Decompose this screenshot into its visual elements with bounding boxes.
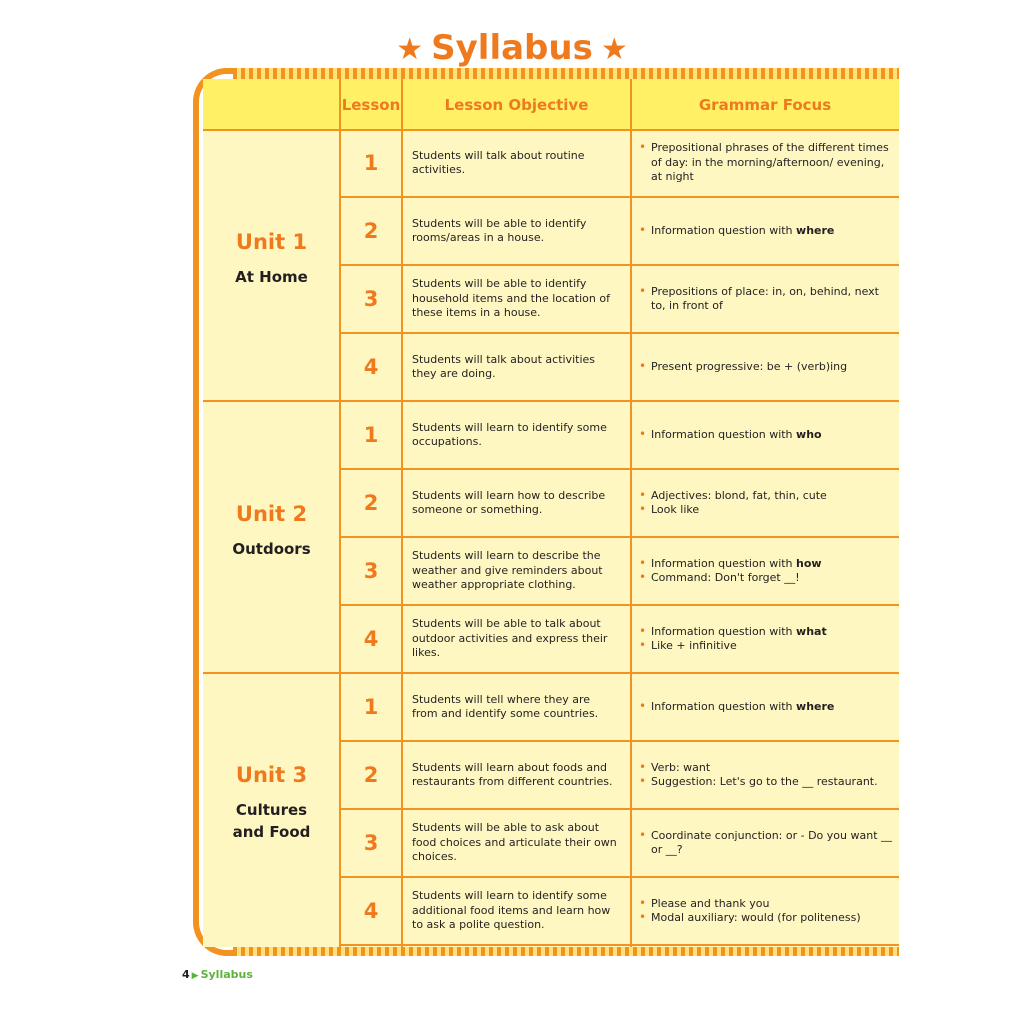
unit-title: Unit 2	[235, 502, 308, 526]
row-divider	[340, 876, 899, 878]
lesson-number: 1	[363, 423, 379, 447]
lesson-objective: Students will learn to describe the weather and give reminders about weather appropriate clothing.	[412, 549, 603, 591]
page-title-text: Syllabus	[431, 28, 593, 68]
unit-label	[203, 230, 340, 288]
grammar-item: • Look like	[639, 503, 897, 518]
lesson-objective: Students will learn to identify some occupations.	[412, 420, 607, 448]
page-footer	[182, 968, 253, 981]
grammar-item: • Information question with where	[639, 700, 897, 715]
page-title	[0, 28, 1024, 68]
grammar-keyword: what	[796, 624, 827, 638]
grammar-focus	[639, 625, 897, 654]
star-icon: ★	[396, 32, 424, 67]
row-divider	[340, 536, 899, 538]
grammar-keyword: where	[796, 223, 835, 237]
lesson-objective: Students will be able to ask about food choices and articulate their own choices.	[412, 821, 617, 863]
row-divider	[340, 944, 899, 946]
lesson-number: 4	[363, 627, 379, 651]
lesson-objective: Students will be able to identify rooms/areas in a house.	[412, 216, 587, 244]
lesson-objective: Students will be able to talk about outdoor activities and express their likes.	[412, 617, 608, 659]
header-grammar: Grammar Focus	[698, 96, 832, 114]
row-divider	[340, 196, 899, 198]
grammar-list	[639, 489, 897, 518]
footer-label: Syllabus	[200, 968, 253, 981]
lesson-number: 1	[363, 695, 379, 719]
grammar-focus	[639, 141, 897, 185]
lesson-number: 3	[363, 287, 379, 311]
lesson-number: 2	[363, 491, 379, 515]
grammar-keyword: where	[796, 699, 835, 713]
grammar-focus	[639, 489, 897, 518]
grammar-list	[639, 700, 897, 715]
grammar-item: • Prepositions of place: in, on, behind, next to, in front of	[639, 285, 897, 314]
grammar-list	[639, 761, 897, 790]
grammar-list	[639, 428, 897, 443]
grammar-list	[639, 897, 897, 926]
grammar-item: • Information question with what	[639, 625, 897, 640]
row-divider	[340, 740, 899, 742]
grammar-focus	[639, 897, 897, 926]
grammar-focus	[639, 224, 897, 239]
lesson-objective: Students will learn how to describe someone or something.	[412, 488, 606, 516]
row-divider	[340, 400, 899, 402]
grammar-list	[639, 829, 897, 858]
star-icon: ★	[600, 32, 628, 67]
row-divider	[340, 332, 899, 334]
lesson-number: 4	[363, 355, 379, 379]
header-lesson: Lesson	[341, 96, 401, 114]
grammar-list	[639, 557, 897, 586]
grammar-list	[639, 141, 897, 185]
unit-subtitle: Cultures and Food	[232, 801, 311, 841]
unit-divider	[203, 400, 340, 402]
grammar-focus	[639, 829, 897, 858]
grammar-focus	[639, 557, 897, 586]
grammar-list	[639, 625, 897, 654]
lesson-number: 1	[363, 151, 379, 175]
grammar-keyword: how	[796, 556, 822, 570]
lesson-objective: Students will learn to identify some additional food items and learn how to ask a polite question.	[412, 889, 611, 931]
unit-label	[203, 502, 340, 560]
lesson-objective: Students will talk about routine activities.	[412, 148, 585, 176]
grammar-item: • Coordinate conjunction: or - Do you want __ or __?	[639, 829, 897, 858]
grammar-item: • Present progressive: be + (verb)ing	[639, 360, 897, 375]
grammar-item: • Modal auxiliary: would (for politeness)	[639, 911, 897, 926]
unit-title: Unit 3	[235, 763, 308, 787]
grammar-item: • Information question with who	[639, 428, 897, 443]
grammar-item: • Prepositional phrases of the different times of day: in the morning/afternoon/ evening, at night	[639, 141, 897, 185]
syllabus-table	[203, 79, 899, 947]
lesson-number: 3	[363, 831, 379, 855]
grammar-item: • Verb: want	[639, 761, 897, 776]
grammar-focus	[639, 285, 897, 314]
unit-divider	[203, 672, 340, 674]
lesson-objective: Students will tell where they are from and identify some countries.	[412, 692, 599, 720]
lesson-objective: Students will be able to identify household items and the location of these items in a house.	[412, 277, 610, 319]
lesson-number: 3	[363, 559, 379, 583]
grammar-list	[639, 360, 897, 375]
grammar-focus	[639, 761, 897, 790]
grammar-list	[639, 285, 897, 314]
row-divider	[340, 808, 899, 810]
lesson-objective: Students will learn about foods and restaurants from different countries.	[412, 760, 613, 788]
grammar-list	[639, 224, 897, 239]
row-divider	[340, 264, 899, 266]
grammar-item: • Adjectives: blond, fat, thin, cute	[639, 489, 897, 504]
lesson-number: 2	[363, 219, 379, 243]
unit-subtitle: Outdoors	[232, 540, 311, 558]
page-number: 4	[182, 968, 190, 981]
grammar-item: • Suggestion: Let's go to the __ restaurant.	[639, 775, 897, 790]
row-divider	[340, 604, 899, 606]
grammar-item: • Information question with where	[639, 224, 897, 239]
row-divider	[340, 672, 899, 674]
grammar-keyword: who	[796, 427, 822, 441]
grammar-item: • Like + infinitive	[639, 639, 897, 654]
grammar-item: • Command: Don't forget __!	[639, 571, 897, 586]
unit-title: Unit 1	[235, 230, 308, 254]
header-objective: Lesson Objective	[444, 96, 589, 114]
grammar-focus	[639, 360, 897, 375]
row-divider	[340, 468, 899, 470]
lesson-objective: Students will talk about activities they are doing.	[412, 352, 595, 380]
grammar-item: • Please and thank you	[639, 897, 897, 912]
col-divider	[630, 79, 632, 947]
lesson-number: 2	[363, 763, 379, 787]
grammar-item: • Information question with how	[639, 557, 897, 572]
grammar-focus	[639, 700, 897, 715]
unit-subtitle: At Home	[235, 268, 308, 286]
arrow-icon: ▶	[191, 971, 199, 981]
lesson-number: 4	[363, 899, 379, 923]
grammar-focus	[639, 428, 897, 443]
unit-label	[203, 763, 340, 843]
